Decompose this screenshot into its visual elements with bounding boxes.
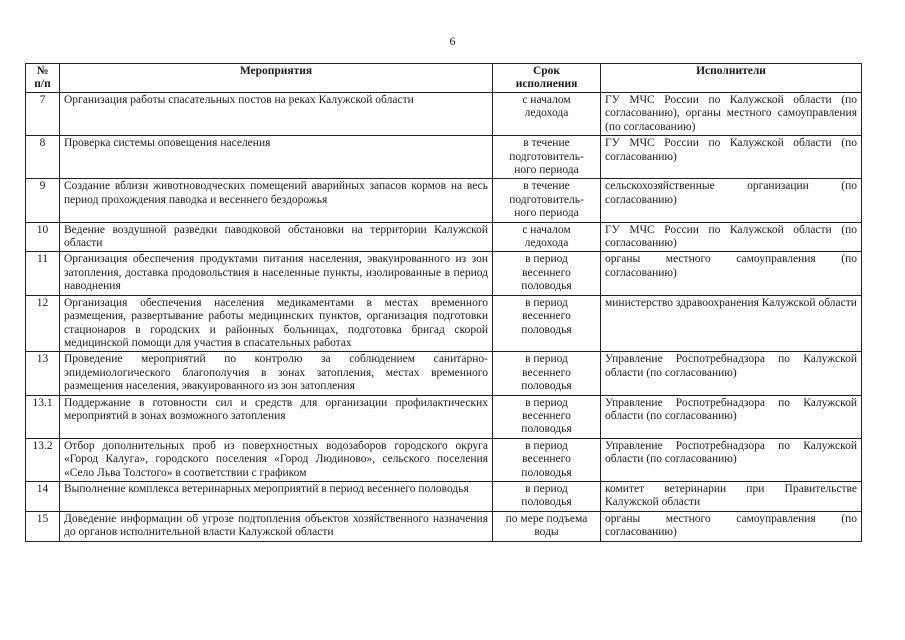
row-executors: Управление Роспотребнадзора по Калужской области (по согласованию)	[601, 438, 862, 481]
header-executors	[601, 64, 862, 93]
row-number: 13	[26, 352, 60, 395]
row-number: 11	[26, 252, 60, 295]
row-number: 13.1	[26, 395, 60, 438]
row-executors: органы местного самоуправления (по согласованию)	[601, 511, 862, 541]
row-executors: министерство здравоохранения Калужской области	[601, 295, 862, 352]
row-term: в течение подготовитель- ного периода	[493, 179, 601, 222]
header-activity-text: Мероприятия	[239, 65, 313, 77]
row-activity: Отбор дополнительных проб из поверхностных водозаборов городского округа «Город Калуга», городского поселения «Город Людиново», сельского поселения «Село Льва Толстого» в соответствии с графиком	[60, 438, 493, 481]
row-executors: сельскохозяйственные организации (по согласованию)	[601, 179, 862, 222]
row-number: 14	[26, 481, 60, 511]
header-number	[26, 64, 60, 93]
row-term: с началом ледохода	[493, 93, 601, 136]
row-activity: Поддержание в готовности сил и средств для организации профилактических мероприятий в зонах возможного затопления	[60, 395, 493, 438]
row-executors: ГУ МЧС России по Калужской области (по согласованию), органы местного самоуправления (по согласованию)	[601, 93, 862, 136]
row-executors: ГУ МЧС России по Калужской области (по согласованию)	[601, 136, 862, 179]
table-row	[26, 481, 862, 511]
table-row	[26, 295, 862, 352]
row-number: 12	[26, 295, 60, 352]
row-activity: Организация работы спасательных постов на реках Калужской области	[60, 93, 493, 136]
table-row	[26, 136, 862, 179]
row-number: 9	[26, 179, 60, 222]
row-number: 8	[26, 136, 60, 179]
header-executors-text: Исполнители	[696, 65, 766, 77]
row-term: в период весеннего половодья	[493, 395, 601, 438]
row-term: в период весеннего половодья	[493, 295, 601, 352]
row-term: в течение подготовитель- ного периода	[493, 136, 601, 179]
table-row	[26, 395, 862, 438]
table-row	[26, 438, 862, 481]
page-number: 6	[449, 34, 456, 48]
row-term: в период половодья	[493, 481, 601, 511]
activities-table	[25, 63, 862, 542]
row-executors: Управление Роспотребнадзора по Калужской области (по согласованию)	[601, 352, 862, 395]
table-row	[26, 93, 862, 136]
row-executors: комитет ветеринарии при Правительстве Калужской области	[601, 481, 862, 511]
table-body	[26, 93, 862, 542]
header-term-text: Срок исполнения	[515, 65, 578, 90]
header-number-text: № п/п	[34, 65, 51, 90]
table-header-row	[26, 64, 862, 93]
row-activity: Организация обеспечения населения медикаментами в местах временного размещения, развертывание работы медицинских пунктов, организация подготовки стационаров в городских и районных больницах, подготовка бригад скорой медицинской помощи для участия в спасательных работах	[60, 295, 493, 352]
row-executors: органы местного самоуправления (по согласованию)	[601, 252, 862, 295]
row-activity: Проверка системы оповещения населения	[60, 136, 493, 179]
row-term: с началом ледохода	[493, 222, 601, 252]
table-row	[26, 352, 862, 395]
row-number: 13.2	[26, 438, 60, 481]
row-executors: Управление Роспотребнадзора по Калужской области (по согласованию)	[601, 395, 862, 438]
row-number: 15	[26, 511, 60, 541]
row-term: в период весеннего половодья	[493, 352, 601, 395]
table-row	[26, 511, 862, 541]
row-activity: Проведение мероприятий по контролю за соблюдением санитарно-эпидемиологического благополучия в зонах затопления, местах временного размещения населения, эвакуированного из зон затопления	[60, 352, 493, 395]
row-activity: Организация обеспечения продуктами питания населения, эвакуированного из зон затопления, доставка продовольствия в населенные пункты, изолированные в период наводнения	[60, 252, 493, 295]
row-term: в период весеннего половодья	[493, 252, 601, 295]
row-term: по мере подъема воды	[493, 511, 601, 541]
row-term: в период весеннего половодья	[493, 438, 601, 481]
header-activity	[60, 64, 493, 93]
row-number: 10	[26, 222, 60, 252]
row-activity: Создание вблизи животноводческих помещений аварийных запасов кормов на весь период прохождения паводка и весеннего бездорожья	[60, 179, 493, 222]
table-row	[26, 252, 862, 295]
table-row	[26, 222, 862, 252]
row-activity: Выполнение комплекса ветеринарных мероприятий в период весеннего половодья	[60, 481, 493, 511]
header-term	[493, 64, 601, 93]
table-row	[26, 179, 862, 222]
row-number: 7	[26, 93, 60, 136]
row-executors: ГУ МЧС России по Калужской области (по согласованию)	[601, 222, 862, 252]
row-activity: Ведение воздушной разведки паводковой обстановки на территории Калужской области	[60, 222, 493, 252]
row-activity: Доведение информации об угрозе подтопления объектов хозяйственного назначения до органов исполнительной власти Калужской области	[60, 511, 493, 541]
